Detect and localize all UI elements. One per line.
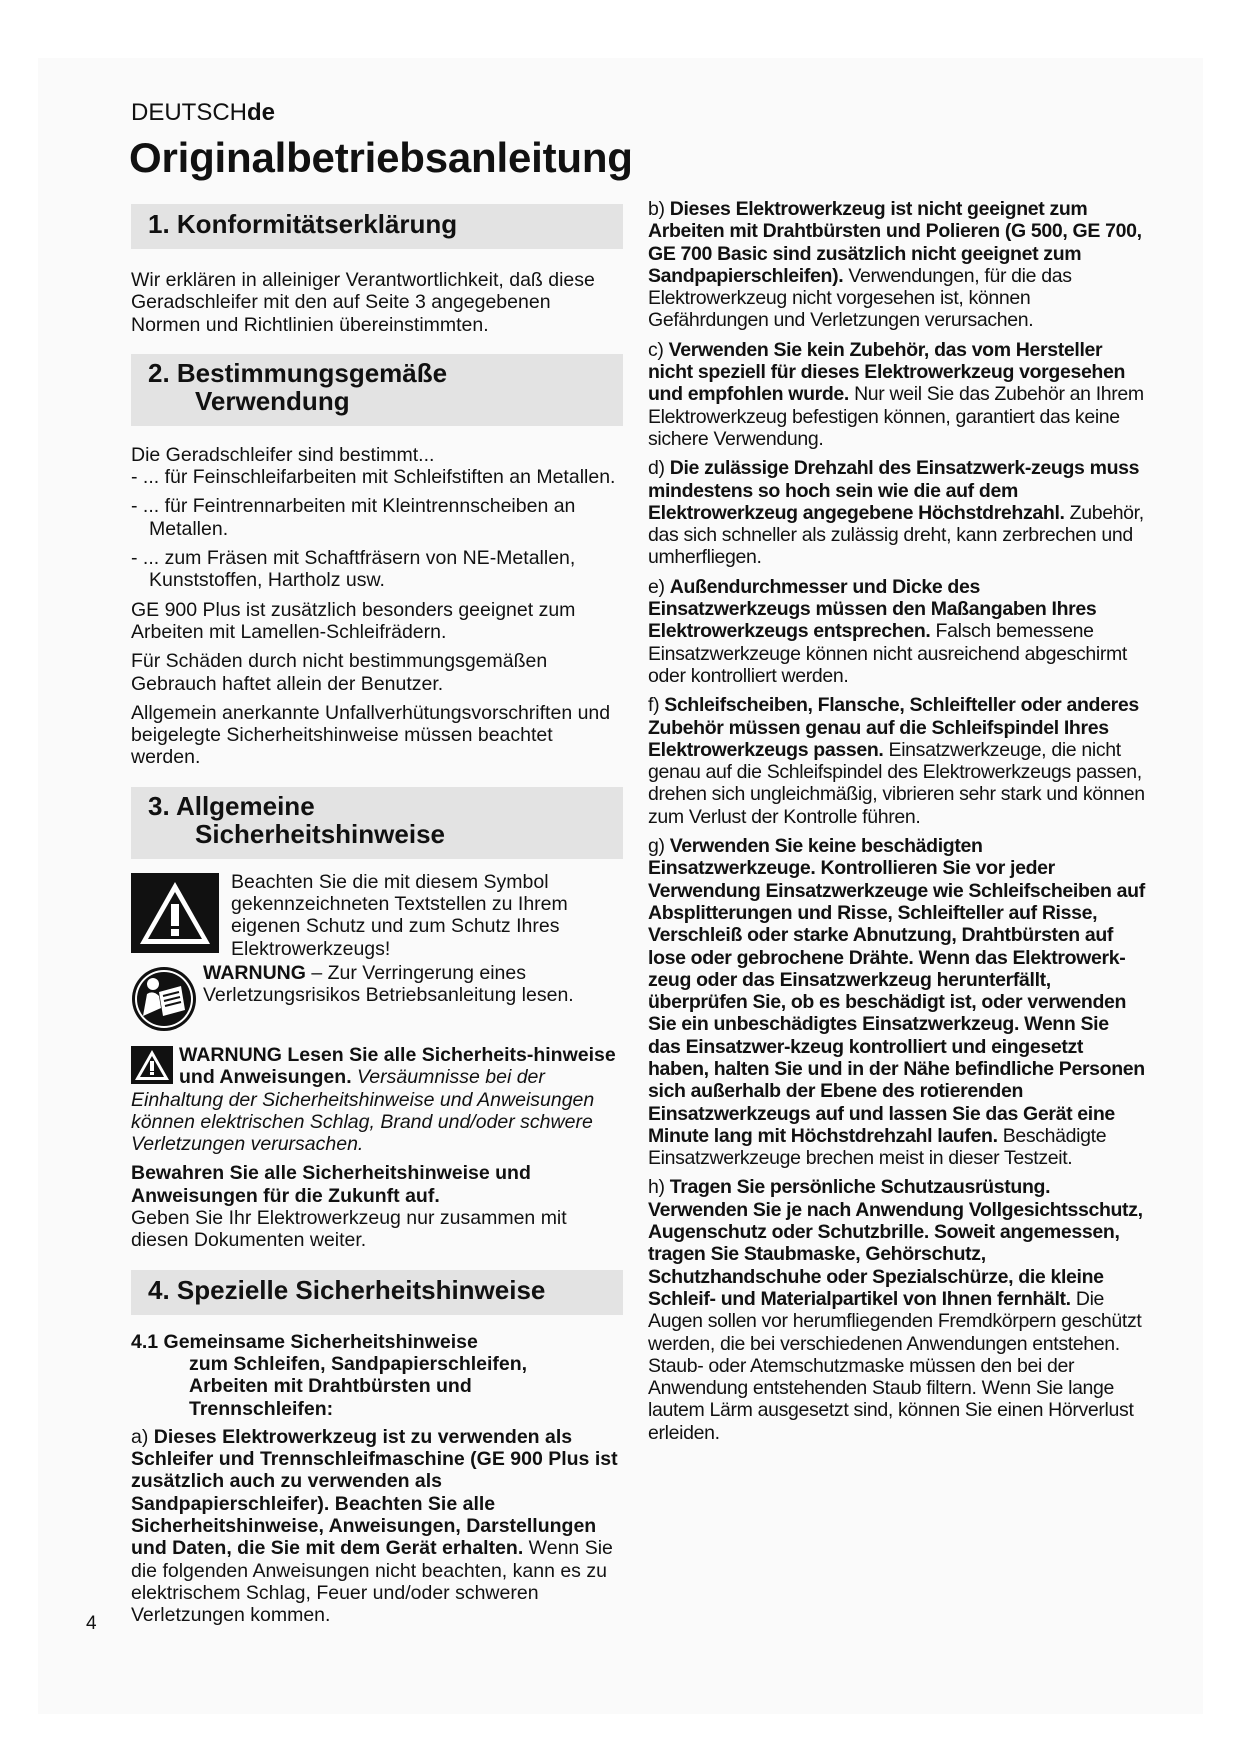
item-h: h) Tragen Sie persönliche Schutzausrüstung. Verwenden Sie je nach Anwendung Vollgesichtsschutz, Augenschutz oder Schutzbrille. Soweit angemessen, tragen Sie Staubmaske, Gehörschutz, Schutzhandschuhe oder Spezialschürze, die kleine Schleif- und Materialpartikel von Ihnen fernhält. Die Augen sollen vor herumfliegenden Fremdkörpern geschützt werden, die bei verschiedenen Anwendungen entstehen. Staub- oder Atemschutzmaske müssen den bei der Anwendung entstehenden Staub filtern. Wenn Sie lange lautem Lärm ausgesetzt sind, können Sie einen Hörverlust erleiden. bbox=[648, 1176, 1143, 1444]
language-code: de bbox=[247, 99, 276, 126]
right-column bbox=[648, 198, 1145, 1451]
use-list-item: - ... für Feintrennarbeiten mit Kleintrennscheiben an Metallen. bbox=[131, 495, 576, 540]
symbol-note-block bbox=[131, 871, 623, 960]
general-warning bbox=[131, 1044, 623, 1155]
section-2-heading-line1: 2. Bestimmungsgemäße bbox=[148, 357, 448, 388]
read-manual-icon bbox=[131, 966, 197, 1032]
warning-triangle-icon bbox=[131, 873, 219, 953]
manual-warning-text: WARNUNG – Zur Verringerung eines Verletzungsrisikos Betriebsanleitung lesen. bbox=[203, 961, 574, 1007]
subsection-4-1-heading: 4.1 Gemeinsame Sicherheitshinweise zum Schleifen, Sandpapierschleifen, Arbeiten mit Drahtbürsten und Trennschleifen: bbox=[131, 1330, 528, 1420]
page-title: Originalbetriebsanleitung bbox=[129, 134, 633, 181]
item-c: c) Verwenden Sie kein Zubehör, das vom Hersteller nicht speziell für dieses Elektrowerkzeug vorgesehen und empfohlen wurde. Nur weil Sie das Zubehör an Ihrem Elektrowerkzeug befestigen können, garantiert das keine sichere Verwendung. bbox=[648, 338, 1144, 450]
item-e: e) Außendurchmesser und Dicke des Einsatzwerkzeugs müssen den Maßangaben Ihres Elektrowerkzeugs entsprechen. Falsch bemessene Einsatzwerkzeuge können nicht ausreichend abgeschirmt oder kontrolliert werden. bbox=[648, 575, 1127, 687]
section-2-heading bbox=[131, 354, 623, 426]
section-2-heading-line2: Verwendung bbox=[195, 385, 350, 416]
rules-note: Allgemein anerkannte Unfallverhütungsvorschriften und beigelegte Sicherheitshinweise müssen beachtet werden. bbox=[131, 701, 611, 769]
page-number: 4 bbox=[86, 1613, 97, 1634]
symbol-note-text: Beachten Sie die mit diesem Symbol gekennzeichneten Textstellen zu Ihrem eigenen Schutz und zum Schutz Ihres Elektrowerkzeugs! bbox=[231, 870, 568, 960]
section-3-heading-line2: Sicherheitshinweise bbox=[195, 818, 445, 849]
liability-note: Für Schäden durch nicht bestimmungsgemäßen Gebrauch haftet allein der Benutzer. bbox=[131, 650, 548, 695]
left-column bbox=[131, 204, 623, 1633]
general-warning-bold: WARNUNG Lesen Sie alle Sicherheits-hinweise und Anweisungen. bbox=[179, 1043, 616, 1089]
item-d: d) Die zulässige Drehzahl des Einsatzwerk-zeugs muss mindestens so hoch sein wie die auf dem Elektrowerkzeug angegebene Höchstdrehzahl. Zubehör, das sich schneller als zulässig dreht, kann zerbrechen und umherfliegen. bbox=[648, 457, 1144, 569]
keep-instructions: Bewahren Sie alle Sicherheitshinweise und Anweisungen für die Zukunft auf. Geben Sie Ihr Elektrowerkzeug nur zusammen mit diesen Dokumenten weiter. bbox=[131, 1162, 567, 1252]
general-warning-text bbox=[131, 1044, 623, 1155]
section-3-heading bbox=[131, 787, 623, 859]
language-label: DEUTSCHde bbox=[131, 99, 276, 126]
use-list-item: - ... für Feinschleifarbeiten mit Schleifstiften an Metallen. bbox=[131, 466, 616, 489]
section-4-heading: 4. Spezielle Sicherheitshinweise bbox=[131, 1270, 623, 1315]
warning-triangle-icon bbox=[131, 1046, 173, 1084]
section-3-heading-line1: 3. Allgemeine bbox=[148, 790, 315, 821]
item-b: b) Dieses Elektrowerkzeug ist nicht geeignet zum Arbeiten mit Drahtbürsten und Polieren (G 500, GE 700, GE 700 Basic sind zusätzlich nicht geeignet zum Sandpapierschleifen). Verwendungen, für die das Elektrowerkzeug nicht vorgesehen ist, können Gefährdungen und Verletzungen verursachen. bbox=[648, 198, 1142, 332]
item-g: g) Verwenden Sie keine beschädigten Einsatzwerkzeuge. Kontrollieren Sie vor jeder Verwendung Einsatzwerkzeuge wie Schleifscheiben auf Absplitterungen und Risse, Schleifteller auf Risse, Verschleiß oder starke Abnutzung, Drahtbürsten auf lose oder gebrochene Drähte. Wenn das Elektrowerk-zeug oder das Einsatzwerkzeug herunterfällt, überprüfen Sie, ob es beschädigt ist, oder verwenden Sie ein unbeschädigtes Einsatzwerkzeug. Wenn Sie das Einsatzwer-kzeug kontrolliert und eingesetzt haben, halten Sie und in der Nähe befindliche Personen sich außerhalb der Ebene des rotierenden Einsatzwerkzeugs auf und lassen Sie das Gerät eine Minute lang mit Höchstdrehzahl laufen. Beschädigte Einsatzwerkzeuge brechen meist in dieser Testzeit. bbox=[648, 835, 1145, 1170]
item-a: a) Dieses Elektrowerkzeug ist zu verwenden als Schleifer und Trennschleifmaschine (GE 900 Plus ist zusätzlich auch zu verwenden als Sandpapierschleifer). Beachten Sie alle Sicherheitshinweise, Anweisungen, Darstellungen und Daten, die Sie mit dem Gerät erhalten. Wenn Sie die folgenden Anweisungen nicht beachten, kann es zu elektrischem Schlag, Feuer und/oder schweren Verletzungen kommen. bbox=[131, 1425, 618, 1627]
general-warning-italic: Versäumnisse bei der Einhaltung der Sicherheitshinweise und Anweisungen können elektrischen Schlag, Brand und/oder schwere Verletzungen verursachen. bbox=[131, 1066, 595, 1156]
keep-instructions-bold: Bewahren Sie alle Sicherheitshinweise und Anweisungen für die Zukunft auf. bbox=[131, 1162, 531, 1207]
item-f: f) Schleifscheiben, Flansche, Schleifteller oder anderes Zubehör müssen genau auf die Schleifspindel Ihres Elektrowerkzeugs passen. Einsatzwerkzeuge, die nicht genau auf die Schleifspindel des Elektrowerkzeugs passen, drehen sich ungleichmäßig, vibrieren sehr stark und können zum Verlust der Kontrolle führen. bbox=[648, 694, 1145, 828]
manual-warning-bold: WARNUNG bbox=[203, 961, 306, 984]
section-1-heading: 1. Konformitätserklärung bbox=[131, 204, 623, 249]
ge900-note: GE 900 Plus ist zusätzlich besonders geeignet zum Arbeiten mit Lamellen-Schleifrädern. bbox=[131, 598, 576, 643]
use-list-item: - ... zum Fräsen mit Schaftfräsern von NE-Metallen, Kunststoffen, Hartholz usw. bbox=[131, 547, 576, 592]
conformity-text: Wir erklären in alleiniger Verantwortlichkeit, daß diese Geradschleifer mit den auf Seite 3 angegebenen Normen und Richtlinien übereinstimmten. bbox=[131, 269, 595, 336]
manual-warning-row bbox=[131, 962, 623, 1034]
use-intro: Die Geradschleifer sind bestimmt... bbox=[131, 443, 435, 466]
